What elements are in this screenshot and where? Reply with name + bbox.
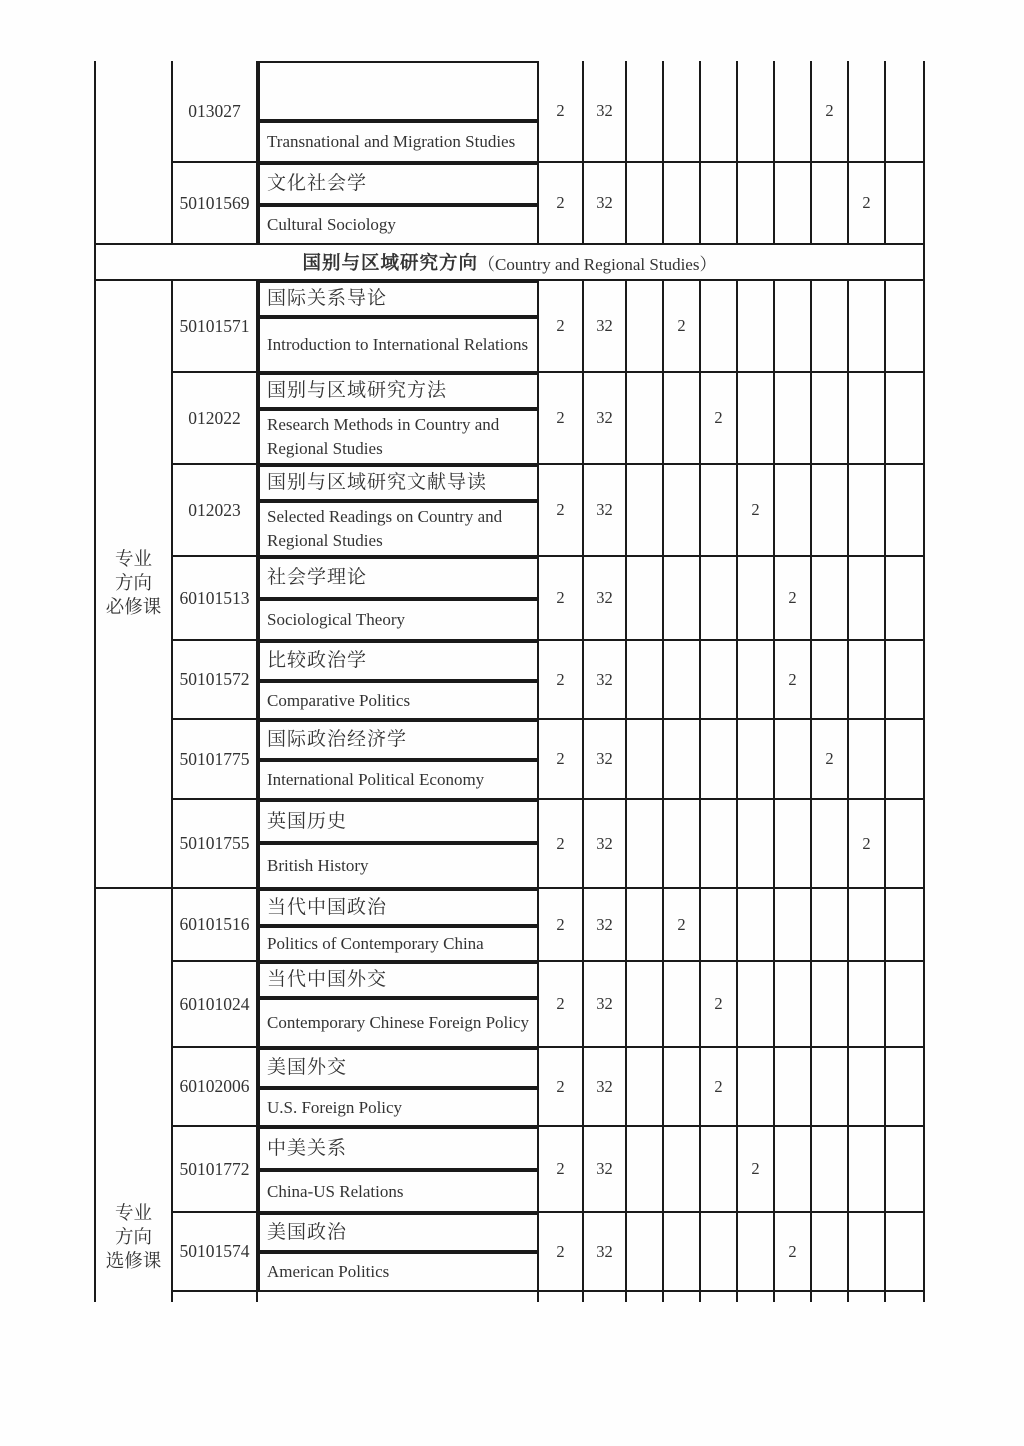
semester-cell-4 xyxy=(738,962,775,1048)
semester-cell-2 xyxy=(664,61,701,163)
hours-cell: 32 xyxy=(584,1048,627,1127)
semester-cell-8 xyxy=(886,1213,923,1292)
course-name-en: China-US Relations xyxy=(258,1170,539,1213)
column-tail xyxy=(701,1292,738,1302)
credits-cell: 2 xyxy=(539,720,584,800)
semester-cell-4: 2 xyxy=(738,1127,775,1213)
semester-cell-3: 2 xyxy=(701,373,738,465)
course-name-en: Politics of Contemporary China xyxy=(258,926,539,962)
semester-cell-1 xyxy=(627,557,664,641)
semester-cell-1 xyxy=(627,889,664,962)
course-name-zh: 文化社会学 xyxy=(258,163,539,205)
section-header-en: （Country and Regional Studies） xyxy=(478,254,717,274)
hours-cell: 32 xyxy=(584,641,627,720)
credits-cell: 2 xyxy=(539,373,584,465)
semester-cell-8 xyxy=(886,61,923,163)
hours-cell: 32 xyxy=(584,889,627,962)
semester-cell-7 xyxy=(849,373,886,465)
course-name-zh: 中美关系 xyxy=(258,1127,539,1170)
semester-cell-7 xyxy=(849,720,886,800)
semester-cell-3 xyxy=(701,800,738,889)
credits-cell: 2 xyxy=(539,465,584,557)
semester-cell-5 xyxy=(775,889,812,962)
semester-cell-4 xyxy=(738,281,775,373)
semester-cell-8 xyxy=(886,962,923,1048)
semester-cell-5 xyxy=(775,163,812,245)
semester-cell-4 xyxy=(738,163,775,245)
semester-cell-8 xyxy=(886,465,923,557)
course-code: 60101516 xyxy=(173,889,258,962)
hours-cell: 32 xyxy=(584,720,627,800)
semester-cell-4 xyxy=(738,800,775,889)
hours-cell: 32 xyxy=(584,465,627,557)
semester-cell-3 xyxy=(701,1213,738,1292)
hours-cell: 32 xyxy=(584,163,627,245)
semester-cell-8 xyxy=(886,281,923,373)
semester-cell-3 xyxy=(701,720,738,800)
course-name-en: American Politics xyxy=(258,1252,539,1292)
semester-cell-3 xyxy=(701,163,738,245)
semester-cell-4 xyxy=(738,1213,775,1292)
course-name-en: Introduction to International Relations xyxy=(258,317,539,373)
semester-cell-7 xyxy=(849,1127,886,1213)
semester-cell-3 xyxy=(701,281,738,373)
course-name-zh: 国际政治经济学 xyxy=(258,720,539,760)
semester-cell-7 xyxy=(849,1213,886,1292)
semester-cell-5 xyxy=(775,800,812,889)
course-code: 50101775 xyxy=(173,720,258,800)
semester-cell-5: 2 xyxy=(775,557,812,641)
course-code: 012022 xyxy=(173,373,258,465)
semester-cell-7 xyxy=(849,557,886,641)
credits-cell: 2 xyxy=(539,557,584,641)
semester-cell-1 xyxy=(627,962,664,1048)
semester-cell-6 xyxy=(812,962,849,1048)
category-line: 选修课 xyxy=(105,1252,162,1272)
column-tail xyxy=(849,1292,886,1302)
semester-cell-4 xyxy=(738,373,775,465)
course-name-zh: 美国外交 xyxy=(258,1048,539,1088)
category-line: 方向 xyxy=(114,1228,152,1248)
course-code: 60101513 xyxy=(173,557,258,641)
course-code: 013027 xyxy=(173,61,258,163)
semester-cell-3: 2 xyxy=(701,962,738,1048)
semester-cell-2 xyxy=(664,373,701,465)
credits-cell: 2 xyxy=(539,281,584,373)
course-name-zh: 国际关系导论 xyxy=(258,281,539,317)
column-tail xyxy=(812,1292,849,1302)
semester-cell-4 xyxy=(738,1048,775,1127)
course-code: 60101024 xyxy=(173,962,258,1048)
semester-cell-6: 2 xyxy=(812,61,849,163)
course-name-en: Comparative Politics xyxy=(258,681,539,720)
semester-cell-4 xyxy=(738,641,775,720)
semester-cell-7 xyxy=(849,889,886,962)
semester-cell-6: 2 xyxy=(812,720,849,800)
semester-cell-7: 2 xyxy=(849,800,886,889)
hours-cell: 32 xyxy=(584,281,627,373)
semester-cell-1 xyxy=(627,465,664,557)
hours-cell: 32 xyxy=(584,1213,627,1292)
semester-cell-5 xyxy=(775,1048,812,1127)
course-name-en: U.S. Foreign Policy xyxy=(258,1088,539,1127)
column-tail xyxy=(584,1292,627,1302)
credits-cell: 2 xyxy=(539,641,584,720)
course-name-zh: 美国政治 xyxy=(258,1213,539,1252)
semester-cell-8 xyxy=(886,720,923,800)
column-tail xyxy=(258,1292,539,1302)
semester-cell-6 xyxy=(812,373,849,465)
hours-cell: 32 xyxy=(584,800,627,889)
hours-cell: 32 xyxy=(584,557,627,641)
semester-cell-1 xyxy=(627,281,664,373)
course-code: 50101574 xyxy=(173,1213,258,1292)
column-tail xyxy=(173,1292,258,1302)
semester-cell-2 xyxy=(664,962,701,1048)
hours-cell: 32 xyxy=(584,373,627,465)
hours-cell: 32 xyxy=(584,962,627,1048)
semester-cell-8 xyxy=(886,1127,923,1213)
course-name-zh: 国别与区域研究文献导读 xyxy=(258,465,539,501)
semester-cell-3 xyxy=(701,61,738,163)
credits-cell: 2 xyxy=(539,962,584,1048)
semester-cell-7 xyxy=(849,641,886,720)
semester-cell-7 xyxy=(849,465,886,557)
semester-cell-5 xyxy=(775,373,812,465)
credits-cell: 2 xyxy=(539,800,584,889)
category-cell-elective xyxy=(96,889,173,1302)
semester-cell-6 xyxy=(812,281,849,373)
hours-cell: 32 xyxy=(584,1127,627,1213)
course-code: 50101571 xyxy=(173,281,258,373)
semester-cell-6 xyxy=(812,1048,849,1127)
column-tail xyxy=(539,1292,584,1302)
hours-cell: 32 xyxy=(584,61,627,163)
semester-cell-8 xyxy=(886,163,923,245)
semester-cell-6 xyxy=(812,889,849,962)
semester-cell-5 xyxy=(775,720,812,800)
semester-cell-7 xyxy=(849,61,886,163)
semester-cell-2 xyxy=(664,641,701,720)
category-line: 专业 xyxy=(114,550,152,570)
semester-cell-3 xyxy=(701,1127,738,1213)
semester-cell-1 xyxy=(627,163,664,245)
semester-cell-5 xyxy=(775,962,812,1048)
credits-cell: 2 xyxy=(539,1127,584,1213)
course-name-zh: 国别与区域研究方法 xyxy=(258,373,539,409)
semester-cell-7 xyxy=(849,962,886,1048)
credits-cell: 2 xyxy=(539,1213,584,1292)
category-line: 方向 xyxy=(114,574,152,594)
semester-cell-6 xyxy=(812,800,849,889)
semester-cell-5 xyxy=(775,281,812,373)
semester-cell-5: 2 xyxy=(775,641,812,720)
semester-cell-6 xyxy=(812,557,849,641)
semester-cell-2 xyxy=(664,163,701,245)
semester-cell-1 xyxy=(627,373,664,465)
course-code: 50101569 xyxy=(173,163,258,245)
course-name-en: Contemporary Chinese Foreign Policy xyxy=(258,998,539,1048)
semester-cell-6 xyxy=(812,1213,849,1292)
semester-cell-2: 2 xyxy=(664,281,701,373)
semester-cell-1 xyxy=(627,641,664,720)
course-name-en: Research Methods in Country and Regional Studies xyxy=(258,409,539,465)
course-name-en: Selected Readings on Country and Regional Studies xyxy=(258,501,539,557)
semester-cell-7 xyxy=(849,1048,886,1127)
semester-cell-4 xyxy=(738,720,775,800)
semester-cell-6 xyxy=(812,641,849,720)
semester-cell-2 xyxy=(664,1127,701,1213)
semester-cell-7 xyxy=(849,281,886,373)
semester-cell-2 xyxy=(664,557,701,641)
credits-cell: 2 xyxy=(539,1048,584,1127)
semester-cell-2: 2 xyxy=(664,889,701,962)
semester-cell-4: 2 xyxy=(738,465,775,557)
credits-cell: 2 xyxy=(539,163,584,245)
semester-cell-5 xyxy=(775,1127,812,1213)
column-tail xyxy=(738,1292,775,1302)
credits-cell: 2 xyxy=(539,61,584,163)
semester-cell-1 xyxy=(627,1213,664,1292)
course-name-en: Transnational and Migration Studies xyxy=(258,121,539,163)
semester-cell-5 xyxy=(775,61,812,163)
section-header-row xyxy=(96,245,923,281)
semester-cell-8 xyxy=(886,557,923,641)
course-name-en: British History xyxy=(258,843,539,889)
section-header-zh: 国别与区域研究方向 xyxy=(302,254,479,274)
semester-cell-8 xyxy=(886,1048,923,1127)
semester-cell-6 xyxy=(812,465,849,557)
category-cell-required xyxy=(96,281,173,889)
course-name-en: International Political Economy xyxy=(258,760,539,800)
semester-cell-4 xyxy=(738,61,775,163)
category-line: 必修课 xyxy=(105,598,162,618)
course-name-en: Sociological Theory xyxy=(258,599,539,641)
course-code: 50101572 xyxy=(173,641,258,720)
semester-cell-5 xyxy=(775,465,812,557)
semester-cell-4 xyxy=(738,889,775,962)
semester-cell-1 xyxy=(627,1048,664,1127)
semester-cell-6 xyxy=(812,1127,849,1213)
semester-cell-1 xyxy=(627,61,664,163)
semester-cell-8 xyxy=(886,800,923,889)
course-code: 012023 xyxy=(173,465,258,557)
course-code: 50101755 xyxy=(173,800,258,889)
column-tail xyxy=(664,1292,701,1302)
column-tail xyxy=(627,1292,664,1302)
column-tail xyxy=(886,1292,923,1302)
course-code: 50101772 xyxy=(173,1127,258,1213)
semester-cell-1 xyxy=(627,1127,664,1213)
semester-cell-5: 2 xyxy=(775,1213,812,1292)
semester-cell-1 xyxy=(627,720,664,800)
course-name-zh: 比较政治学 xyxy=(258,641,539,681)
course-name-zh xyxy=(258,61,539,121)
semester-cell-3 xyxy=(701,889,738,962)
semester-cell-2 xyxy=(664,720,701,800)
category-line: 专业 xyxy=(114,1204,152,1224)
course-code: 60102006 xyxy=(173,1048,258,1127)
course-name-zh: 英国历史 xyxy=(258,800,539,843)
curriculum-table xyxy=(94,100,926,1302)
course-name-en: Cultural Sociology xyxy=(258,205,539,245)
column-tail xyxy=(775,1292,812,1302)
semester-cell-1 xyxy=(627,800,664,889)
curriculum-grid xyxy=(94,61,925,1302)
category-cell-continued xyxy=(96,61,173,245)
semester-cell-6 xyxy=(812,163,849,245)
semester-cell-3 xyxy=(701,465,738,557)
course-name-zh: 当代中国政治 xyxy=(258,889,539,926)
credits-cell: 2 xyxy=(539,889,584,962)
semester-cell-2 xyxy=(664,465,701,557)
semester-cell-3: 2 xyxy=(701,1048,738,1127)
semester-cell-3 xyxy=(701,641,738,720)
course-name-zh: 当代中国外交 xyxy=(258,962,539,998)
semester-cell-8 xyxy=(886,641,923,720)
course-name-zh: 社会学理论 xyxy=(258,557,539,599)
semester-cell-4 xyxy=(738,557,775,641)
semester-cell-8 xyxy=(886,373,923,465)
semester-cell-8 xyxy=(886,889,923,962)
semester-cell-2 xyxy=(664,1213,701,1292)
semester-cell-2 xyxy=(664,1048,701,1127)
semester-cell-3 xyxy=(701,557,738,641)
semester-cell-7: 2 xyxy=(849,163,886,245)
semester-cell-2 xyxy=(664,800,701,889)
